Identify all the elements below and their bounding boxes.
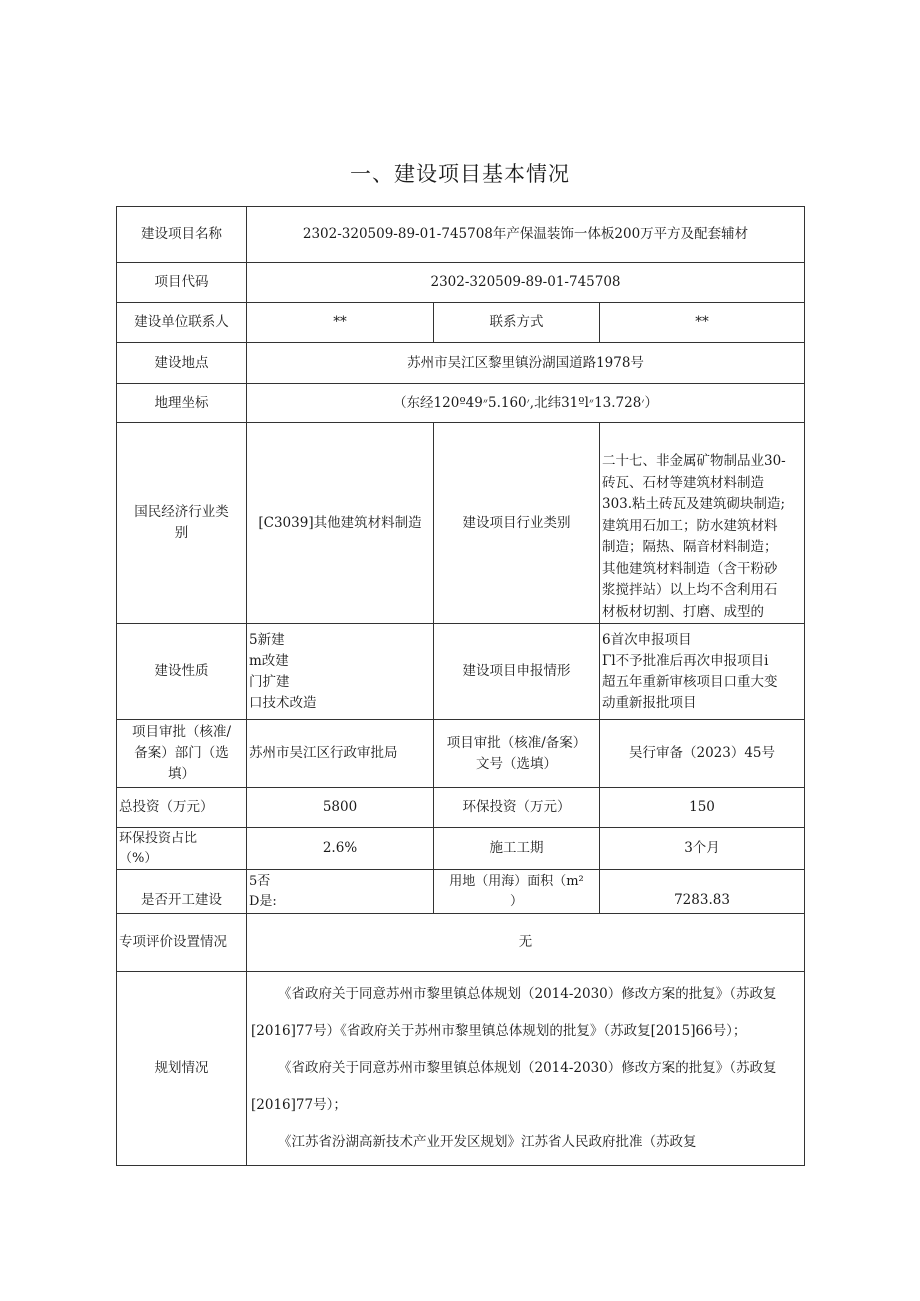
label-line: 填） <box>168 766 195 782</box>
value-approval-dept: 苏州市吴江区行政审批局 <box>247 720 434 788</box>
label-line: ） <box>509 893 523 909</box>
label-industry: 国民经济行业类别 <box>117 423 247 624</box>
row-industry <box>117 423 805 624</box>
label-contact: 建设单位联系人 <box>117 303 247 343</box>
option-no: 5否 <box>249 873 271 889</box>
label-construction-period: 施工工期 <box>434 828 600 870</box>
nature-options <box>247 624 434 720</box>
label-line: 项目审批（核准/ <box>131 724 232 740</box>
label-project-code: 项目代码 <box>117 263 247 303</box>
label-line: 文号（选填） <box>476 755 557 772</box>
label-line: 备案）部门（选 <box>134 745 229 761</box>
row-approval <box>117 720 805 788</box>
label-planning: 规划情况 <box>117 972 247 1166</box>
row-special-eval <box>117 914 805 972</box>
row-nature <box>117 624 805 720</box>
planning-paragraph: 《江苏省汾湖高新技术产业开发区规划》江苏省人民政府批准（苏政复 <box>278 1134 697 1150</box>
report-line: 超五年重新审核项目口重大变 <box>602 673 778 690</box>
started-options <box>247 870 434 914</box>
label-nature: 建设性质 <box>117 624 247 720</box>
value-construction-period: 3个月 <box>600 828 805 870</box>
category-line: 建筑用石加工；防水建筑材料 <box>602 517 778 534</box>
value-total-investment: 5800 <box>247 788 434 828</box>
label-report-situation: 建设项目申报情形 <box>434 624 600 720</box>
label-approval-doc <box>434 720 600 788</box>
label-approval-dept <box>117 720 247 788</box>
category-line: 其他建筑材料制造（含干粉砂 <box>602 560 778 577</box>
row-planning <box>117 972 805 1166</box>
value-project-name: 2302-320509-89-01-745708年产保温装饰一体板200万平方及配套辅材 <box>247 207 805 263</box>
label-special-eval: 专项评价设置情况 <box>117 914 247 972</box>
row-started <box>117 870 805 914</box>
row-ratio <box>117 828 805 870</box>
value-project-code: 2302-320509-89-01-745708 <box>247 263 805 303</box>
value-industry: [C3039]其他建筑材料制造 <box>247 423 434 624</box>
project-info-table <box>116 206 805 1166</box>
page-title: 一、建设项目基本情况 <box>350 162 570 186</box>
label-location: 建设地点 <box>117 343 247 384</box>
value-coordinates: （东经120º49׳5.160״,北纬31ºl׳13.728״） <box>247 384 805 423</box>
label-line: 用地（用海）面积（m² <box>449 873 584 889</box>
value-env-ratio: 2.6% <box>247 828 434 870</box>
value-special-eval: 无 <box>247 914 805 972</box>
option-rebuild: m改建 <box>249 652 289 669</box>
label-line: 环保投资占比 <box>119 830 198 846</box>
report-line: Γl不予批准后再次申报项目i <box>602 652 769 669</box>
report-line: 动重新报批项目 <box>602 694 697 711</box>
planning-paragraph: 《省政府关于同意苏州市黎里镇总体规划（2014-2030）修改方案的批复》（苏政复[2016]77号）《省政府关于苏州市黎里镇总体规划的批复》（苏政复[2015]66号）； <box>251 986 777 1039</box>
report-options <box>600 624 805 720</box>
value-location: 苏州市吴江区黎里镇汾湖国道路1978号 <box>247 343 805 384</box>
option-tech-upgrade: 口技术改造 <box>249 694 317 711</box>
label-project-name: 建设项目名称 <box>117 207 247 263</box>
label-line: （%） <box>119 850 158 866</box>
label-total-investment: 总投资（万元） <box>117 788 247 828</box>
category-line: 制造；隔热、隔音材料制造； <box>602 539 778 555</box>
planning-paragraph: 《省政府关于同意苏州市黎里镇总体规划（2014-2030）修改方案的批复》（苏政复[2016]77号）； <box>251 1060 777 1113</box>
label-env-investment: 环保投资（万元） <box>434 788 600 828</box>
category-line: 303.粘土砖瓦及建筑砌块制造; <box>602 496 786 512</box>
value-contact-method: ** <box>600 303 805 343</box>
label-env-ratio <box>117 828 247 870</box>
category-line: 二十七、非金属矿物制品业30- <box>602 453 786 469</box>
row-coordinates <box>117 384 805 423</box>
report-line: 6首次申报项目 <box>602 631 692 648</box>
option-expand: 门扩建 <box>249 673 290 690</box>
option-new: 5新建 <box>249 631 285 648</box>
category-line: 浆搅拌站）以上均不含利用石 <box>602 582 778 598</box>
row-location <box>117 343 805 384</box>
value-env-investment: 150 <box>600 788 805 828</box>
label-line: 项目审批（核准/备案） <box>446 734 587 751</box>
value-contact: ** <box>247 303 434 343</box>
value-industry-category <box>600 423 805 624</box>
value-approval-doc: 吴行审备（2023）45号 <box>600 720 805 788</box>
label-industry-category: 建设项目行业类别 <box>434 423 600 624</box>
value-land-area: 7283.83 <box>600 870 805 914</box>
label-coordinates: 地理坐标 <box>117 384 247 423</box>
row-project-name <box>117 207 805 263</box>
category-line: 材板材切割、打磨、成型的 <box>602 603 764 620</box>
label-land-area <box>434 870 600 914</box>
label-contact-method: 联系方式 <box>434 303 600 343</box>
row-project-code <box>117 263 805 303</box>
category-line: 砖瓦、石材等建筑材料制造 <box>602 474 764 491</box>
row-investment <box>117 788 805 828</box>
value-planning <box>247 972 805 1166</box>
option-yes: D是: <box>249 893 277 909</box>
row-contact <box>117 303 805 343</box>
label-started: 是否开工建设 <box>117 870 247 914</box>
